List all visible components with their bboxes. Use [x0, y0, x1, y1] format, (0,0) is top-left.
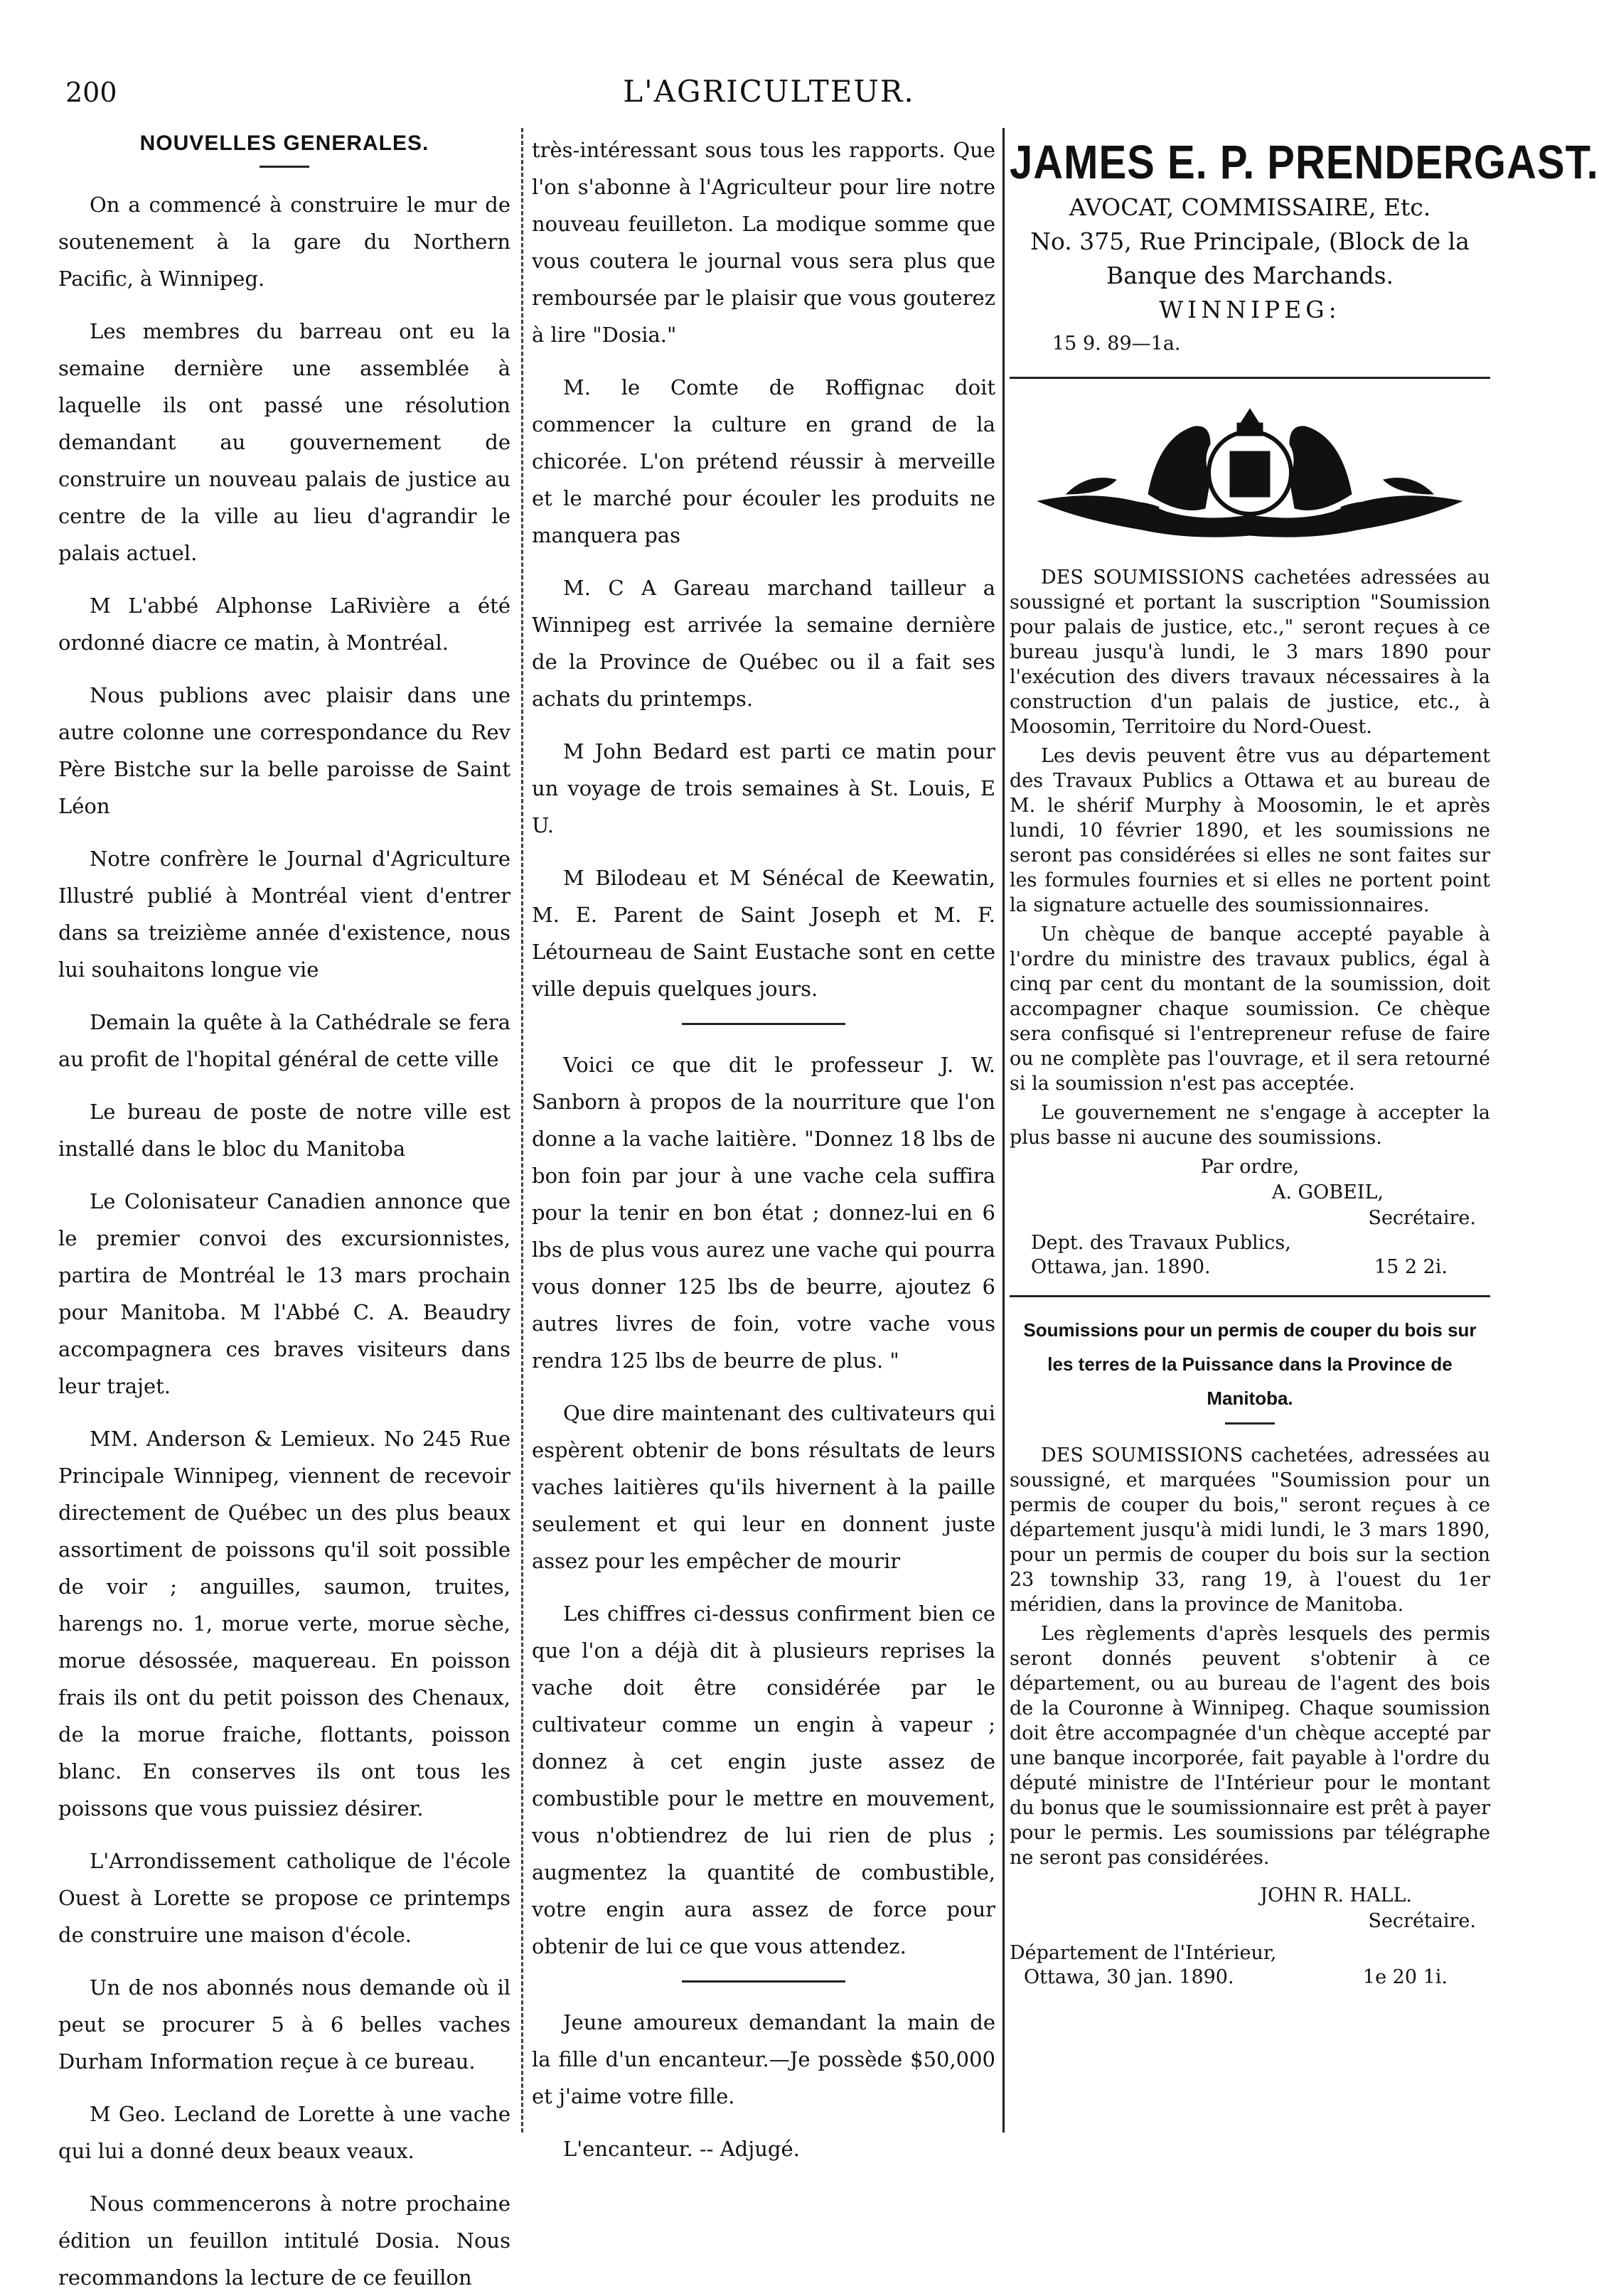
news-item: L'Arrondissement catholique de l'école Ouest à Lorette se propose ce printemps de construire une maison d'école. [58, 1849, 510, 1947]
column-notices [1010, 132, 1599, 2218]
tender-notice-courthouse [1010, 565, 1490, 1280]
page-number: 200 [65, 77, 117, 108]
divider [260, 166, 309, 168]
column-rule-1 [521, 128, 523, 2133]
royal-coat-of-arms-icon [1024, 395, 1476, 551]
divider [1010, 377, 1490, 379]
column-news-continued [532, 132, 995, 2218]
ad-code: 1e 20 1i. [1362, 1966, 1448, 1988]
news-item: M. C A Gareau marchand tailleur a Winnipeg est arrivée la semaine dernière de la Province de Québec ou il a fait ses achats du printemps. [532, 576, 995, 711]
ad-code: 15 9. 89—1a. [1052, 333, 1181, 355]
notice-footer [1010, 1255, 1490, 1280]
lawyer-address: No. 375, Rue Principale, (Block de la Banque des Marchands. [1030, 227, 1470, 289]
column-rule-2 [1002, 128, 1005, 2133]
news-item: M Bilodeau et M Sénécal de Keewatin, M. E. Parent de Saint Joseph et M. F. Létourneau de Saint Eustache sont en cette ville depuis quelques jours. [532, 866, 995, 1001]
column-news [58, 132, 510, 2290]
anecdote: Jeune amoureux demandant la main de la fille d'un encanteur.—Je possède $50,000 et j'aime votre fille. [532, 2010, 995, 2108]
place-date: Ottawa, jan. 1890. [1031, 1256, 1211, 1278]
news-item: M Geo. Lecland de Lorette à une vache qui lui a donné deux beaux veaux. [58, 2102, 510, 2163]
signature-title: Secrétaire. [1368, 1207, 1476, 1229]
news-item: M John Bedard est parti ce matin pour un voyage de trois semaines à St. Louis, E U. [532, 739, 995, 837]
news-item: MM. Anderson & Lemieux. No 245 Rue Principale Winnipeg, viennent de recevoir directement de Québec un des plus beaux assortiment de poissons qu'il soit possible de voir ; anguilles, saumon, truites, harengs no. 1, morue verte, morue sèche, morue désossée, maquereau. En poisson frais ils ont du petit poisson des Chenaux, de la morue fraiche, flottants, poisson blanc. En conserves ils ont tous les poissons que vous puissiez désirer. [58, 1427, 510, 1820]
news-item: M. le Comte de Roffignac doit commencer la culture en grand de la chicorée. L'on prétend réussir à merveille et le marché pour écouler les produits ne manquera pas [532, 375, 995, 547]
news-item: Le bureau de poste de notre ville est installé dans le bloc du Manitoba [58, 1100, 510, 1161]
journal-title: L'AGRICULTEUR. [623, 74, 915, 109]
news-item: Demain la quête à la Cathédrale se fera au profit de l'hopital général de cette ville [58, 1010, 510, 1071]
anecdote: L'encanteur. -- Adjugé. [563, 2137, 800, 2161]
notice-paragraph: DES SOUMISSIONS cachetées, adressées au soussigné, et marquées "Soumission pour un permis de couper du bois," seront reçues à ce département jusqu'à midi lundi, le 3 mars 1890, pour un permis de couper du bois sur la section 23 township 33, rang 19, à l'ouest du 1er méridien, dans la province de Manitoba. [1010, 1444, 1490, 1616]
section-heading: NOUVELLES GENERALES. [139, 132, 429, 155]
lawyer-city: WINNIPEG: [1159, 296, 1341, 323]
lawyer-role: AVOCAT, COMMISSAIRE, Etc. [1069, 193, 1431, 221]
news-item: Que dire maintenant des cultivateurs qui espèrent obtenir de bons résultats de leurs vaches laitières qu'ils hivernent à la paille seulement et qui leur en donnent juste assez pour les empêcher de mourir [532, 1401, 995, 1573]
dept-name: Département de l'Intérieur, [1010, 1942, 1277, 1964]
divider [1225, 1422, 1275, 1425]
notice-paragraph: Un chèque de banque accepté payable à l'ordre du ministre des travaux publics, égal à cinq par cent du montant de la soumission, doit accompagner chaque soumission. Ce chèque sera confisqué si l'entrepreneur refuse de faire ou ne complète pas l'ouvrage, et il sera retourné si la soumission n'est pas acceptée. [1010, 923, 1490, 1095]
news-item: Nous publions avec plaisir dans une autre colonne une correspondance du Rev Père Bistche sur la belle paroisse de Saint Léon [58, 683, 510, 818]
news-item: M L'abbé Alphonse LaRivière a été ordonné diacre ce matin, à Montréal. [58, 594, 510, 655]
notice-paragraph: Les règlements d'après lesquels des permis seront donnés peuvent s'obtenir à ce département, ou au bureau de l'agent des bois de la Couronne à Winnipeg. Chaque soumission doit être accompagnée d'un chèque accepté par une banque incorporée, fait payable à l'ordre du député ministre de l'Intérieur pour le montant du bonus que le soumissionnaire est prêt à payer pour le permis. Les soumissions par télégraphe ne seront pas considérées. [1010, 1623, 1490, 1869]
news-item: Voici ce que dit le professeur J. W. Sanborn à propos de la nourriture que l'on donne a la vache laitière. "Donnez 18 lbs de bon foin par jour à une vache cela suffira pour la tenir en bon état ; donnez-lui en 6 lbs de plus vous aurez une vache qui pourra vous donner 125 lbs de beurre, ajoutez 6 autres livres de foin, votre vache vous rendra 125 lbs de beurre de plus. " [532, 1053, 995, 1373]
notice-heading: Soumissions pour un permis de couper du bois sur les terres de la Puissance dans la Province de Manitoba. [1023, 1319, 1477, 1409]
dept-name: Dept. des Travaux Publics, [1031, 1232, 1291, 1254]
page-header [0, 0, 1538, 121]
news-item: très-intéressant sous tous les rapports. Que l'on s'abonne à l'Agriculteur pour lire notre nouveau feuilleton. La modique somme que vous coutera le journal vous sera plus que remboursée par le plaisir que vous gouterez à lire "Dosia." [532, 138, 995, 347]
notice-paragraph: Le gouvernement ne s'engage à accepter la plus basse ni aucune des soumissions. [1010, 1102, 1490, 1149]
news-item: On a commencé à construire le mur de soutenement à la gare du Northern Pacific, à Winnipeg. [58, 193, 510, 291]
signature-name: JOHN R. HALL. [1260, 1884, 1412, 1906]
notice-dept [1010, 1941, 1490, 1965]
news-item: Un de nos abonnés nous demande où il peut se procurer 5 à 6 belles vaches Durham Information reçue à ce bureau. [58, 1975, 510, 2074]
notice-dept [1010, 1231, 1490, 1255]
ad-code: 15 2 2i. [1374, 1256, 1448, 1278]
news-item: Les membres du barreau ont eu la semaine dernière une assemblée à laquelle ils ont passé une résolution demandant au gouvernement de construire un nouveau palais de justice au centre de la ville au lieu d'agrandir le palais actuel. [58, 319, 510, 565]
business-card [1010, 136, 1599, 361]
news-item: Le Colonisateur Canadien annonce que le premier convoi des excursionnistes, partira de Montréal le 13 mars prochain pour Manitoba. M l'Abbé C. A. Beaudry accompagnera ces braves visiteurs dans leur trajet. [58, 1189, 510, 1398]
news-item: Notre confrère le Journal d'Agriculture Illustré publié à Montréal vient d'entrer dans sa treizième année d'existence, nous lui souhaitons longue vie [58, 847, 510, 982]
signature-name: A. GOBEIL, [1271, 1181, 1384, 1203]
place-date: Ottawa, 30 jan. 1890. [1024, 1966, 1234, 1988]
news-item: Nous commencerons à notre prochaine édition un feuillon intitulé Dosia. Nous recommandons la lecture de ce feuillon [58, 2192, 510, 2290]
signature-title: Secrétaire. [1368, 1910, 1476, 1932]
notice-paragraph: DES SOUMISSIONS cachetées adressées au soussigné et portant la suscription "Soumission pour palais de justice, etc.," seront reçues à ce bureau jusqu'à lundi, le 3 mars 1890 pour l'exécution des divers travaux nécessaires à la construction d'un palais de justice, etc., à Moosomin, Territoire du Nord-Ouest. [1010, 567, 1490, 738]
tender-notice-timber [1010, 1313, 1490, 1990]
signature-order: Par ordre, [1200, 1156, 1300, 1178]
divider [682, 1980, 845, 1983]
lawyer-name: JAMES E. P. PRENDERGAST. [1010, 136, 1599, 189]
divider [1010, 1295, 1490, 1297]
notice-footer [1010, 1965, 1490, 1990]
divider [682, 1023, 845, 1025]
news-item: Les chiffres ci-dessus confirment bien ce que l'on a déjà dit à plusieurs reprises la vache doit être considérée par le cultivateur comme un engin à vapeur ; donnez à cet engin juste assez de combustible pour le mettre en mouvement, vous n'obtiendrez de lui rien de plus ; augmentez la quantité de combustible, votre engin aura assez de force pour obtenir de lui ce que vous attendez. [532, 1602, 995, 1958]
notice-paragraph: Les devis peuvent être vus au département des Travaux Publics a Ottawa et au bureau de M. le shérif Murphy à Moosomin, le et après lundi, 10 février 1890, et les soumissions ne seront pas considérées si elles ne sont faites sur les formules fournies et si elles ne portent point la signature actuelle des soumissionnaires. [1010, 745, 1490, 916]
